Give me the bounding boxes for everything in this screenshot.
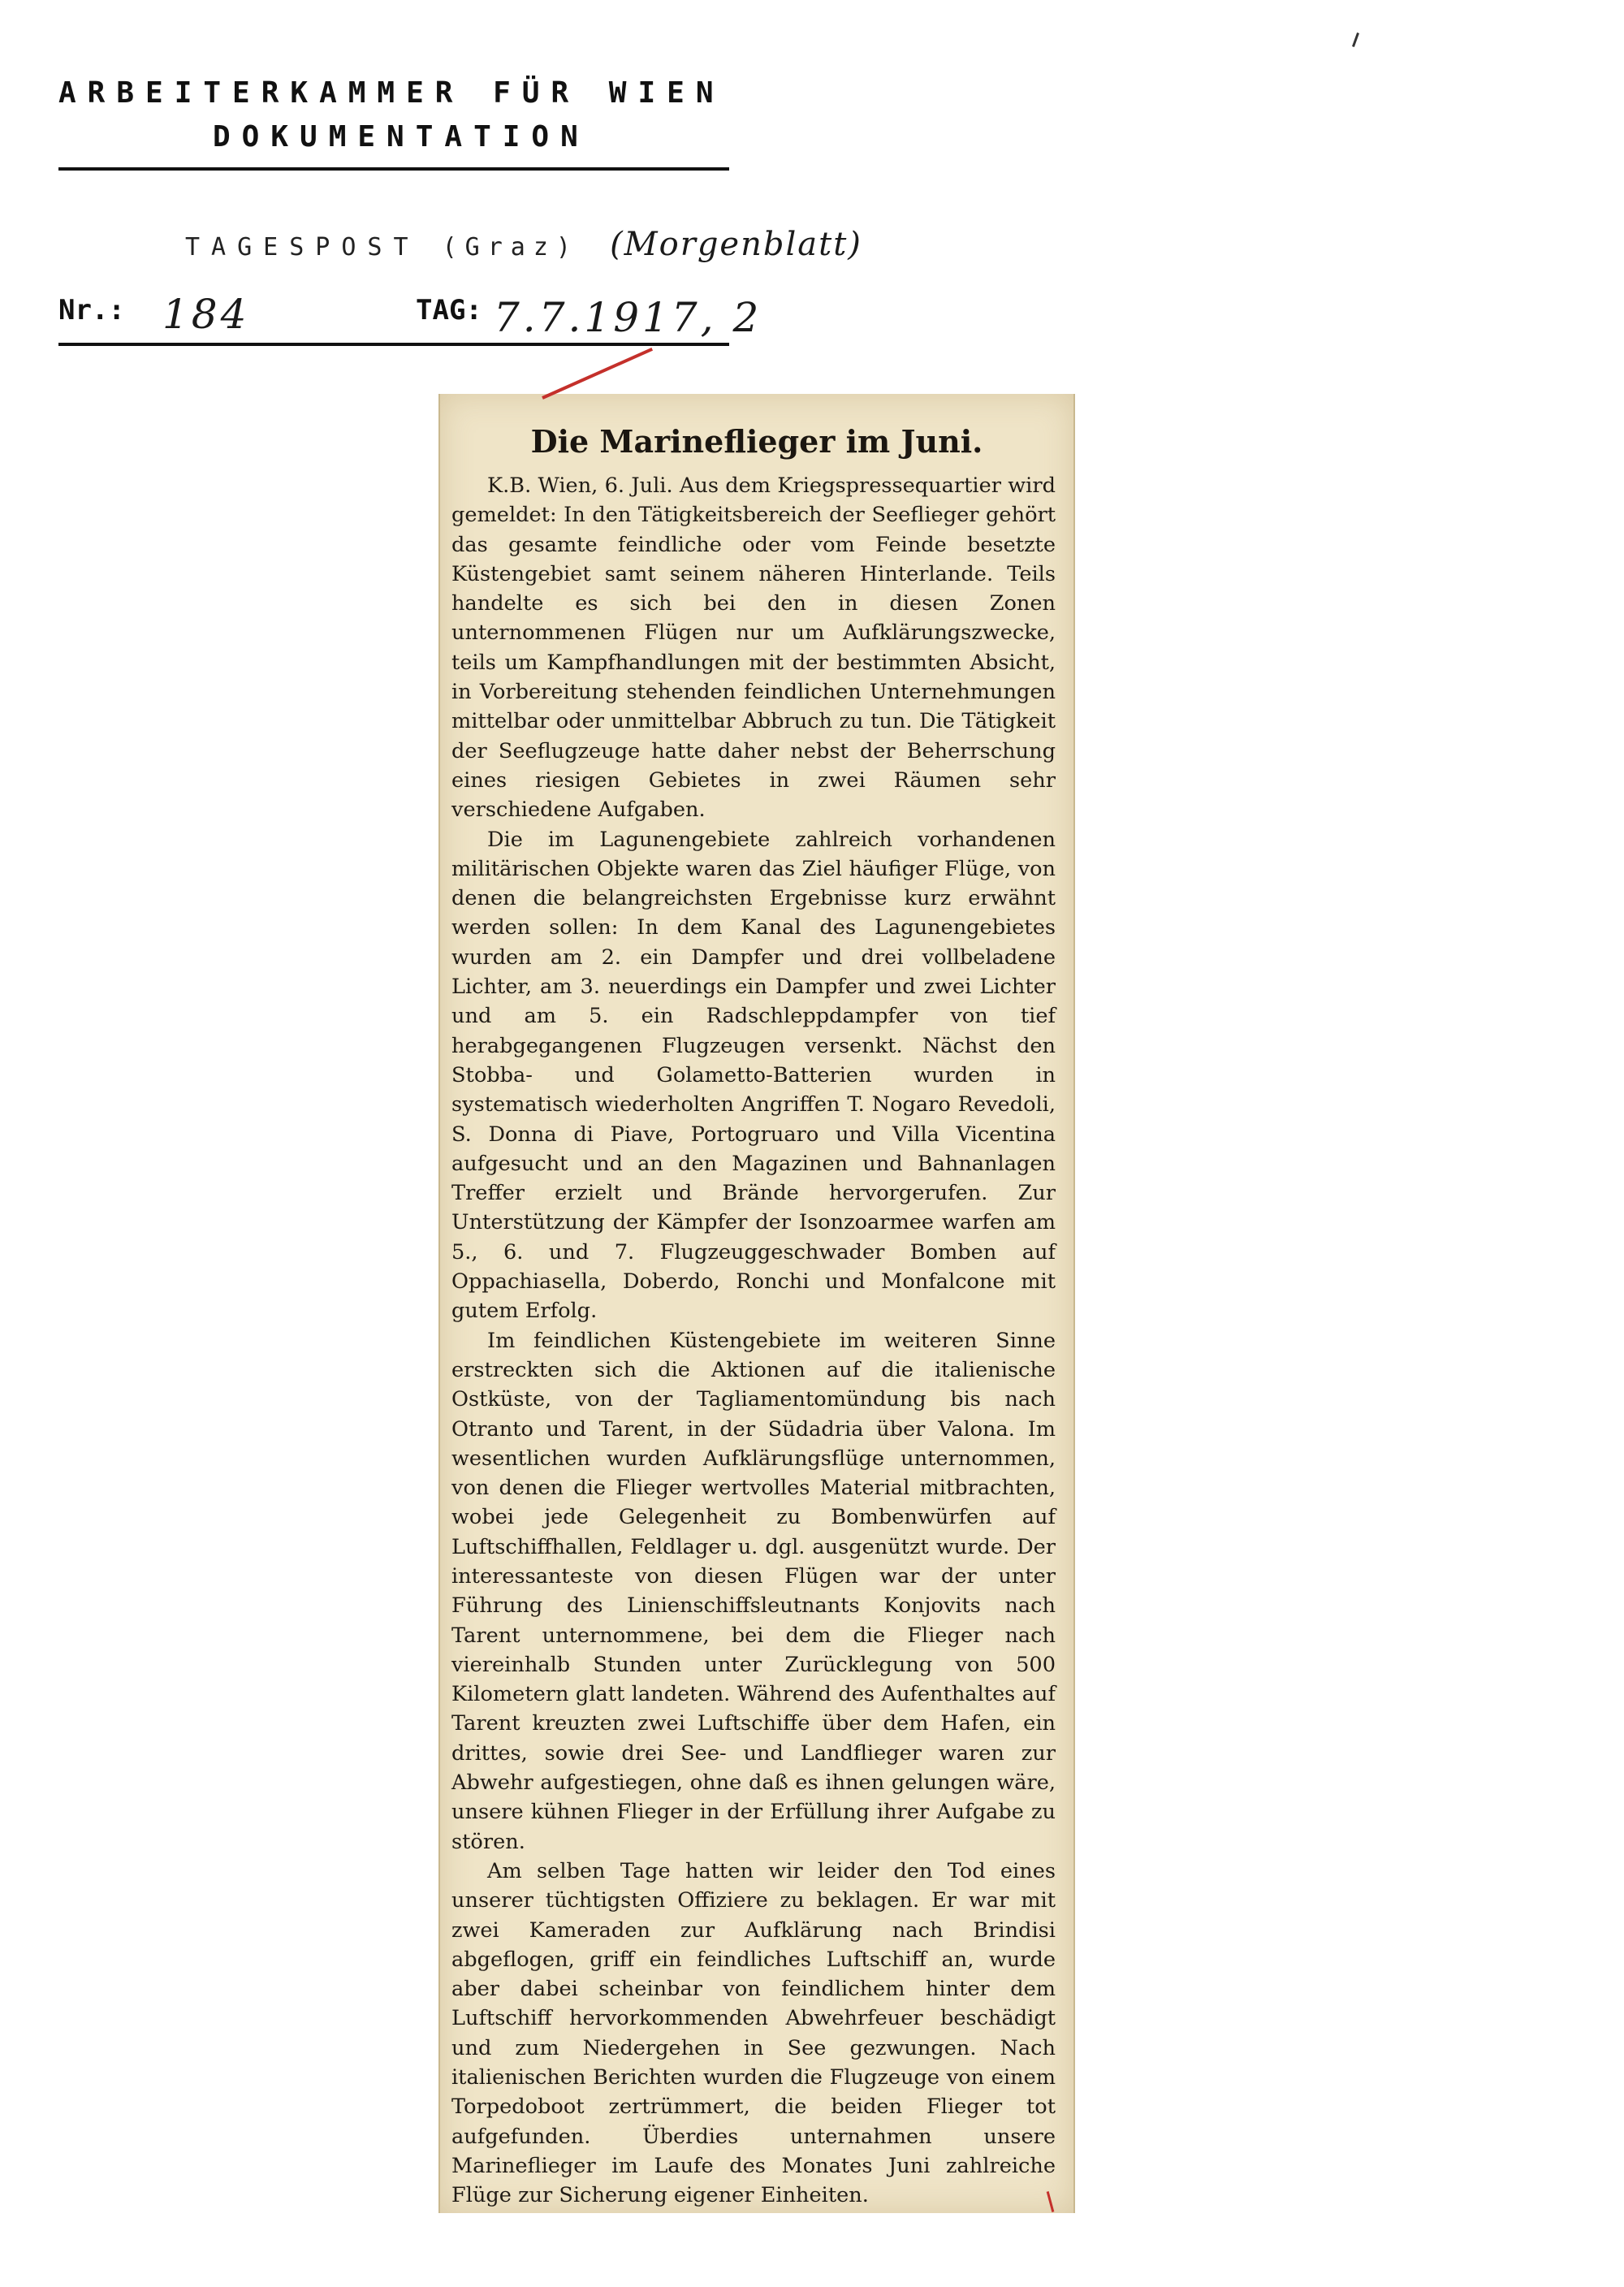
archive-department: DOKUMENTATION xyxy=(213,120,590,153)
nr-value: 184 xyxy=(162,291,250,338)
red-pencil-mark xyxy=(542,348,653,400)
source-line xyxy=(185,226,862,263)
article-title: Die Marineflieger im Juni. xyxy=(530,423,983,460)
article-paragraph: Die im Lagunengebiete zahlreich vorhandenen militärischen Objekte waren das Ziel häufiger Flüge, von denen die belangreichsten Ergebnisse kurz erwähnt werden sollen: In dem Kanal des Lagunengebietes wurden am 2. ein Dampfer und drei vollbeladene Lichter, am 3. neuerdings ein Dampfer und zwei Lichter und am 5. ein Radschleppdampfer von tief herabgegangenen Flugzeugen versenkt. Nächst den Stobba- und Golametto-Batterien wurden in systematisch wiederholten Angriffen T. Nogaro Revedoli, S. Donna di Piave, Portogruaro und Villa Vicentina aufgesucht und an den Magazinen und Bahnanlagen Treffer erzielt und Brände hervorgerufen. Zur Unterstützung der Kämpfer der Isonzoarmee warfen am 5., 6. und 7. Flugzeuggeschwader Bomben auf Oppachiasella, Doberdo, Ronchi und Monfalcone mit gutem Erfolg. xyxy=(451,827,1056,1324)
article-paragraph: Am selben Tage hatten wir leider den Tod eines unserer tüchtigsten Offiziere zu beklagen. Er war mit zwei Kameraden zur Aufklärung nach Brindisi abgeflogen, griff ein feindliches Luftschiff an, wurde aber dabei scheinbar von feindlichem hinter dem Luftschiff hervorkommenden Abwehrfeuer beschädigt und zum Niedergehen in See gezwungen. Nach italienischen Berichten wurden die Flugzeuge von einem Torpedoboot zertrümmert, die beiden Flieger tot aufgefunden. Überdies unternahmen unsere Marineflieger im Laufe des Monates Juni zahlreiche Flüge zur Sicherung eigener Einheiten. xyxy=(451,1858,1056,2208)
newspaper-city: (Graz) xyxy=(442,233,579,262)
archive-name: ARBEITERKAMMER FÜR WIEN xyxy=(58,76,725,110)
newspaper-name: TAGESPOST xyxy=(185,233,420,262)
article-paragraph: Im feindlichen Küstengebiete im weiteren Sinne erstreckten sich die Aktionen auf die italienische Ostküste, von der Tagliamentomündung bis nach Otranto und Tarent, in der Südadria über Valona. Im wesentlichen wurden Aufklärungsflüge unternommen, von denen die Flieger wertvolles Material mitbrachten, wobei jede Gelegenheit zu Bombenwürfen auf Luftschiffhallen, Feldlager u. dgl. ausgenützt wurde. Der interessanteste von diesen Flügen war der unter Führung des Linienschiffsleutnants Konjovits nach Tarent unternommene, bei dem die Flieger nach viereinhalb Stunden unter Zurücklegung von 500 Kilometern glatt landeten. Während des Aufenthaltes auf Tarent kreuzten zwei Luftschiffe über dem Hafen, ein drittes, sowie drei See- und Landflieger waren zur Abwehr aufgestiegen, ohne daß es ihnen gelungen wäre, unsere kühnen Flieger in der Erfüllung ihrer Aufgabe zu stören. xyxy=(451,1328,1056,1854)
meta-rule xyxy=(58,343,729,346)
paper-edge-mark xyxy=(1352,32,1359,47)
article-paragraph: K.B. Wien, 6. Juli. Aus dem Kriegspressequartier wird gemeldet: In den Tätigkeitsbereich der Seeflieger gehört das gesamte feindliche oder vom Feinde besetzte Küstengebiet samt seinem näheren Hinterlande. Teils handelte es sich bei den in diesen Zonen unternommenen Flügen nur um Aufklärungszwecke, teils um Kampfhandlungen mit der bestimmten Absicht, in Vorbereitung stehenden feindlichen Unternehmungen mittelbar oder unmittelbar Abbruch zu tun. Die Tätigkeit der Seeflugzeuge hatte daher nebst der Beherrschung eines riesigen Gebietes in zwei Räumen sehr verschiedene Aufgaben. xyxy=(451,473,1056,823)
nr-label: Nr.: xyxy=(58,294,125,326)
newspaper-clipping xyxy=(438,394,1075,2213)
header-rule xyxy=(58,167,729,171)
tag-label: TAG: xyxy=(416,294,482,326)
archive-header xyxy=(58,71,741,159)
tag-value: 7.7.1917, 2 xyxy=(494,294,762,341)
article-body xyxy=(440,471,1073,2211)
edition-handwritten: (Morgenblatt) xyxy=(610,226,862,263)
